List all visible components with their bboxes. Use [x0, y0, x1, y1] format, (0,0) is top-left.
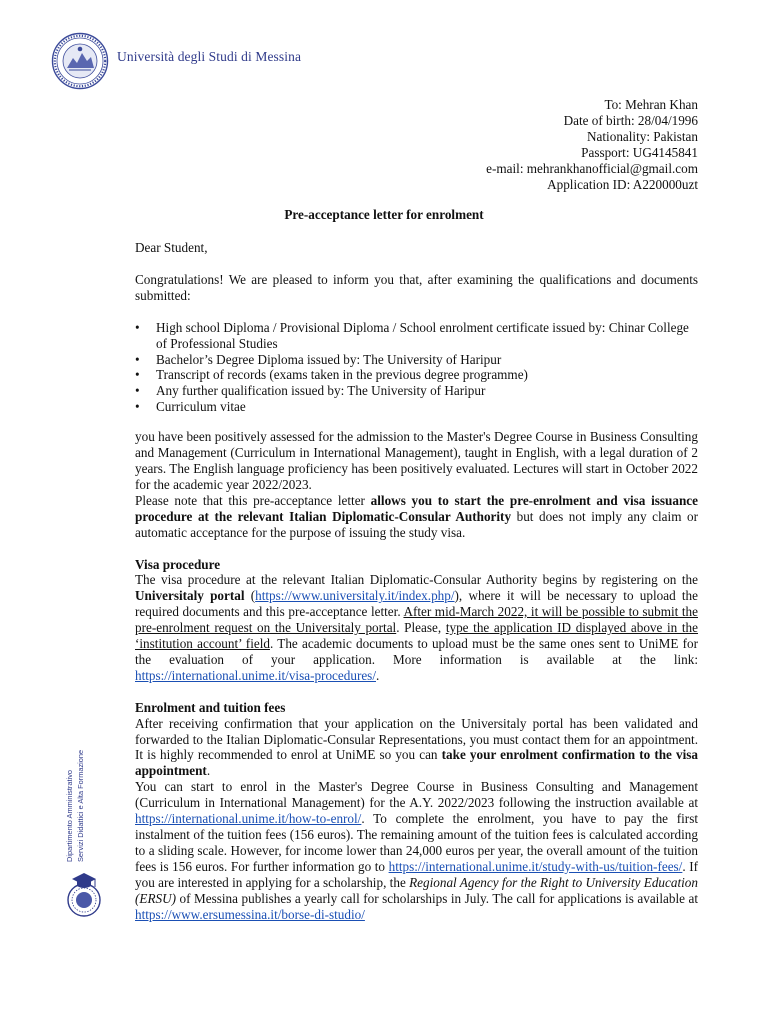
enrolment-paragraph-2: You can start to enrol in the Master's Degree Course in Business Consulting and Management (Curriculum in International Management) for the A.Y. 2022/2023 following the instruction available at https://international.unime.it/how-to-enrol/. To complete the enrolment, you have to pay the first instalment of the tuition fees (156 euros). The remaining amount of the tuition fees is calculated according to a sliding scale. However, for income lower than 24,000 euros per year, the overall amount of the tuition fees is 156 euros. For further information go to https://international.unime.it/study-with-us/tuition-fees/. If you are interested in applying for a scholarship, the Regional Agency for the Right to University Education (ERSU) of Messina publishes a yearly call for scholarships in July. The call for applications is available at https://www.ersumessina.it/borse-di-studio/ — [135, 779, 698, 922]
ersu-scholarship-link[interactable]: https://www.ersumessina.it/borse-di-studio/ — [135, 906, 365, 922]
intro-paragraph: Congratulations! We are pleased to inform you that, after examining the qualifications and documents submitted: — [135, 271, 698, 303]
visa-heading: Visa procedure — [135, 556, 221, 572]
recipient-nationality: Nationality: Pakistan — [587, 128, 698, 144]
recipient-application-id: Application ID: A220000uzt — [547, 176, 698, 192]
salutation: Dear Student, — [135, 240, 208, 255]
department-line-1: Dipartimento Amministrativo — [65, 770, 74, 862]
list-item: • Transcript of records (exams taken in the previous degree programme) — [135, 367, 528, 383]
university-seal-icon — [51, 32, 109, 90]
recipient-block — [486, 97, 698, 192]
recipient-dob: Date of birth: 28/04/1996 — [563, 112, 698, 128]
qualifications-list — [135, 320, 698, 415]
list-item: • Bachelor’s Degree Diploma issued by: The University of Haripur — [135, 351, 502, 367]
how-to-enrol-link[interactable]: https://international.unime.it/how-to-enrol/ — [135, 811, 362, 827]
visa-procedures-link[interactable]: https://international.unime.it/visa-procedures/ — [135, 667, 376, 683]
list-item: • Any further qualification issued by: The University of Haripur — [135, 383, 486, 399]
enrolment-paragraph-1: After receiving confirmation that your application on the Universitaly portal has been validated and forwarded to the Italian Diplomatic-Consular Representations, you must contact them for an appointment. It is highly recommended to enrol at UniME so you can take your enrolment confirmation to the visa appointment. — [135, 715, 698, 779]
university-name: Università degli Studi di Messina — [117, 49, 302, 64]
visa-paragraph: The visa procedure at the relevant Italian Diplomatic-Consular Authority begins by registering on the Universitaly portal (https://www.universitaly.it/index.php/), where it will be necessary to upload the required documents and this pre-acceptance letter. After mid-March 2022, it will be possible to submit the pre-enrolment request on the Universitaly portal. Please, type the application ID displayed above in the ‘institution account’ field. The academic documents to upload must be the same ones sent to UniME for the evaluation of your application. More information is available at the link: https://international.unime.it/visa-procedures/. — [135, 572, 699, 683]
list-item: • High school Diploma / Provisional Diploma / School enrolment certificate issued by: Chinar College of Professional Studies — [135, 319, 689, 351]
letter-body — [135, 240, 698, 922]
note-paragraph: Please note that this pre-acceptance letter allows you to start the pre-enrolment and visa issuance procedure at the relevant Italian Diplomatic-Consular Authority but does not imply any claim or automatic acceptance for the purpose of issuing the study visa. — [135, 492, 699, 540]
department-line-2: Servizi Didattici e Alta Formazione — [76, 749, 85, 862]
recipient-name: To: Mehran Khan — [604, 97, 698, 112]
department-logo-icon — [66, 870, 102, 918]
tuition-fees-link[interactable]: https://international.unime.it/study-with-us/tuition-fees/ — [388, 858, 683, 874]
department-label — [64, 722, 94, 862]
enrolment-heading: Enrolment and tuition fees — [135, 699, 286, 715]
universitaly-link[interactable]: https://www.universitaly.it/index.php/ — [255, 588, 455, 604]
recipient-email: e-mail: mehrankhanofficial@gmail.com — [486, 160, 698, 176]
list-item: • Curriculum vitae — [135, 399, 246, 415]
side-band — [64, 722, 104, 918]
letter-title: Pre-acceptance letter for enrolment — [284, 207, 484, 222]
recipient-passport: Passport: UG4145841 — [581, 144, 698, 160]
assessment-paragraph: you have been positively assessed for the admission to the Master's Degree Course in Business Consulting and Management (Curriculum in International Management), taught in English, with a legal duration of 2 years. The English language proficiency has been positively evaluated. Lectures will start in October 2022 for the academic year 2022/2023. — [135, 429, 698, 492]
